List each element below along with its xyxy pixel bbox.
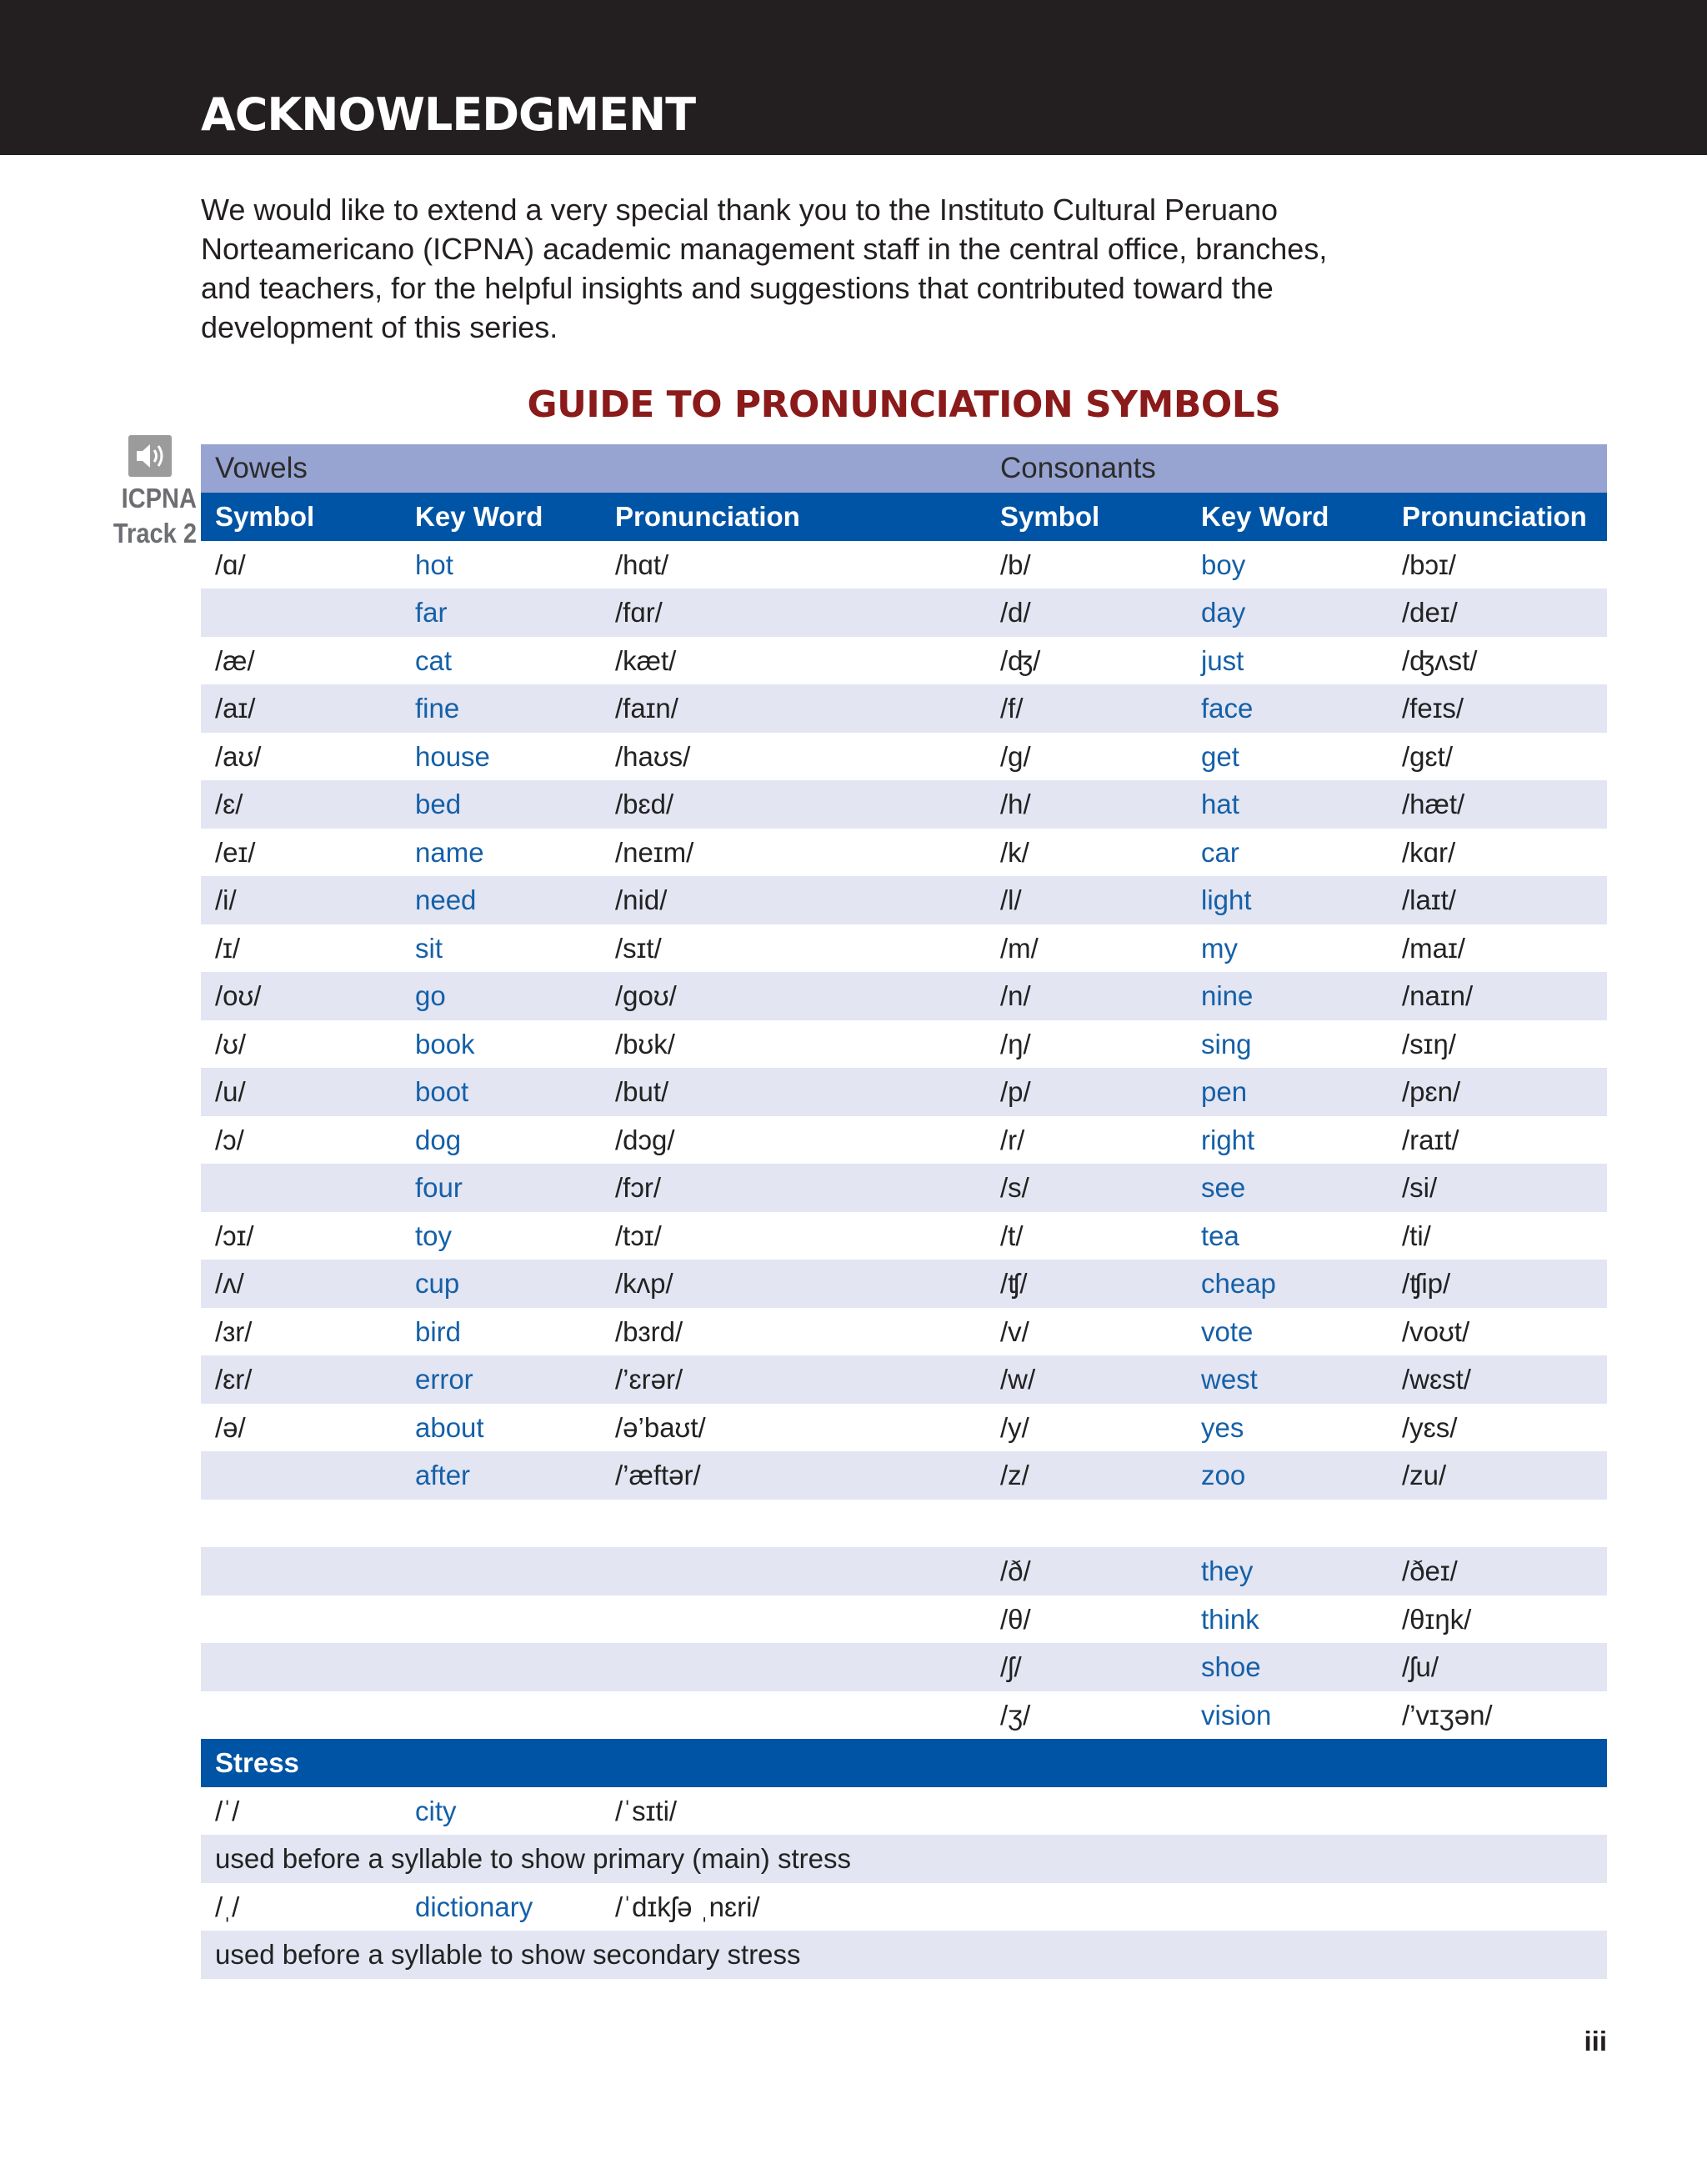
- vowel-pronunciation: /fɑr/: [615, 597, 663, 628]
- consonant-key-word: west: [1201, 1364, 1258, 1395]
- consonant-symbol: /h/: [1000, 789, 1031, 819]
- column-header: Symbol: [215, 501, 315, 532]
- table-row: [201, 1260, 1607, 1308]
- vowel-key-word: sit: [415, 932, 443, 964]
- consonant-symbol: /z/: [1000, 1460, 1029, 1490]
- consonant-symbol: /ʃ/: [1000, 1651, 1022, 1682]
- consonant-pronunciation: /raɪt/: [1402, 1124, 1459, 1155]
- vowel-key-word: hot: [415, 549, 453, 580]
- vowel-key-word: error: [415, 1364, 473, 1395]
- table-row: [201, 1595, 1607, 1644]
- table-row: [201, 1404, 1607, 1452]
- group-header-row: [201, 444, 1607, 493]
- page-number: iii: [1584, 2026, 1607, 2056]
- acknowledgment-line: development of this series.: [201, 310, 558, 344]
- consonant-key-word: hat: [1201, 789, 1239, 819]
- vowel-pronunciation: /’ɛrər/: [615, 1364, 683, 1395]
- vowel-pronunciation: /faɪn/: [615, 693, 678, 724]
- vowel-pronunciation: /bʊk/: [615, 1028, 675, 1059]
- stress-primary-row: [201, 1787, 1607, 1836]
- vowel-pronunciation: /neɪm/: [615, 836, 694, 868]
- column-header: Pronunciation: [615, 501, 800, 532]
- vowel-key-word: four: [415, 1172, 463, 1203]
- consonant-pronunciation: /naɪn/: [1402, 980, 1474, 1011]
- vowel-symbol: /æ/: [215, 644, 255, 676]
- vowel-key-word: book: [415, 1028, 475, 1059]
- consonant-pronunciation: /zu/: [1402, 1460, 1447, 1490]
- vowel-symbol: /oʊ/: [215, 980, 262, 1011]
- consonant-key-word: pen: [1201, 1076, 1248, 1107]
- table-row: [201, 924, 1607, 973]
- consonant-pronunciation: /wɛst/: [1402, 1364, 1471, 1395]
- vowel-pronunciation: /bɜrd/: [615, 1315, 683, 1347]
- consonant-pronunciation: /si/: [1402, 1172, 1438, 1203]
- vowel-key-word: far: [415, 597, 448, 628]
- consonant-pronunciation: /yɛs/: [1402, 1411, 1458, 1443]
- consonant-symbol: /w/: [1000, 1364, 1036, 1395]
- consonant-key-word: right: [1201, 1124, 1255, 1155]
- table-row: [201, 829, 1607, 877]
- column-header: Key Word: [415, 501, 543, 532]
- vowel-symbol: /ɔɪ/: [215, 1220, 254, 1251]
- vowel-symbol: /ɪ/: [215, 932, 241, 964]
- stress-note: used before a syllable to show primary (main) stress: [215, 1843, 851, 1874]
- consonant-pronunciation: /ʃu/: [1402, 1651, 1439, 1682]
- vowel-key-word: cat: [415, 644, 453, 676]
- stress-heading: Stress: [215, 1747, 299, 1778]
- consonant-key-word: shoe: [1201, 1651, 1261, 1682]
- stress-note: used before a syllable to show secondary stress: [215, 1939, 801, 1970]
- consonant-pronunciation: /laɪt/: [1402, 884, 1456, 915]
- consonant-pronunciation: /sɪŋ/: [1402, 1028, 1456, 1059]
- consonant-key-word: car: [1201, 836, 1239, 868]
- consonant-symbol: /ŋ/: [1000, 1028, 1031, 1059]
- consonant-key-word: nine: [1201, 980, 1254, 1011]
- consonant-key-word: see: [1201, 1172, 1246, 1203]
- consonant-pronunciation: /maɪ/: [1402, 932, 1465, 964]
- table-row: [201, 1068, 1607, 1116]
- consonant-symbol: /b/: [1000, 549, 1031, 580]
- vowel-key-word: go: [415, 980, 446, 1011]
- consonant-symbol: /s/: [1000, 1172, 1029, 1203]
- stress-primary-note-row: [201, 1835, 1607, 1883]
- table-row: [201, 1451, 1607, 1500]
- vowel-symbol: /ə/: [215, 1411, 246, 1443]
- vowel-key-word: after: [415, 1460, 471, 1490]
- vowel-pronunciation: /fɔr/: [615, 1172, 661, 1203]
- consonant-key-word: vision: [1201, 1699, 1272, 1731]
- consonant-pronunciation: /voʊt/: [1402, 1315, 1470, 1347]
- consonant-key-word: think: [1201, 1603, 1259, 1635]
- vowel-symbol: /ɛr/: [215, 1364, 253, 1395]
- acknowledgment-line: Norteamericano (ICPNA) academic management staff in the central office, branches,: [201, 232, 1328, 266]
- column-header: Symbol: [1000, 501, 1100, 532]
- consonant-key-word: zoo: [1201, 1460, 1246, 1490]
- consonant-pronunciation: /gɛt/: [1402, 740, 1453, 772]
- consonant-pronunciation: /’vɪʒən/: [1402, 1699, 1493, 1731]
- table-row: [201, 637, 1607, 685]
- vowel-symbol: /ɜr/: [215, 1315, 253, 1347]
- consonant-symbol: /l/: [1000, 884, 1022, 915]
- table-row: [201, 1164, 1607, 1212]
- consonant-pronunciation: /bɔɪ/: [1402, 549, 1456, 580]
- table-row: [201, 1308, 1607, 1356]
- page-title: ACKNOWLEDGMENT: [201, 88, 696, 141]
- consonant-symbol: /n/: [1000, 980, 1031, 1011]
- vowel-pronunciation: /kʌp/: [615, 1268, 673, 1299]
- vowel-pronunciation: /’æftər/: [615, 1460, 701, 1490]
- table-row: [201, 1500, 1607, 1548]
- table-row: [201, 1116, 1607, 1165]
- table-row: [201, 1643, 1607, 1691]
- track-label-line2: Track 2: [113, 518, 197, 549]
- consonant-symbol: /ʤ/: [1000, 644, 1041, 676]
- consonant-symbol: /θ/: [1000, 1603, 1031, 1635]
- speaker-icon[interactable]: [128, 435, 172, 477]
- vowel-pronunciation: /goʊ/: [615, 980, 677, 1011]
- consonant-symbol: /g/: [1000, 740, 1031, 772]
- consonant-key-word: face: [1201, 693, 1254, 724]
- column-header: Key Word: [1201, 501, 1329, 532]
- table-row: [201, 1020, 1607, 1069]
- guide-title: GUIDE TO PRONUNCIATION SYMBOLS: [527, 383, 1281, 426]
- vowel-symbol: /ɑ/: [215, 549, 246, 580]
- consonant-key-word: get: [1201, 740, 1239, 772]
- table-row: [201, 876, 1607, 924]
- stress-key-word: city: [415, 1795, 457, 1826]
- table-row: [201, 1355, 1607, 1404]
- vowel-pronunciation: /hɑt/: [615, 549, 669, 580]
- table-row: [201, 589, 1607, 637]
- audio-track-label: [98, 435, 197, 551]
- vowel-pronunciation: /tɔɪ/: [615, 1220, 662, 1251]
- vowel-symbol: /aɪ/: [215, 693, 256, 724]
- consonant-symbol: /p/: [1000, 1076, 1031, 1107]
- table-row: [201, 541, 1607, 589]
- vowel-symbol: /ʊ/: [215, 1028, 247, 1059]
- column-header: Pronunciation: [1402, 501, 1587, 532]
- consonant-symbol: /r/: [1000, 1124, 1025, 1155]
- consonant-pronunciation: /kɑr/: [1402, 836, 1456, 868]
- table-row: [201, 972, 1607, 1020]
- track-label-line1: ICPNA: [121, 483, 197, 513]
- vowel-key-word: need: [415, 884, 477, 915]
- vowel-key-word: fine: [415, 693, 460, 724]
- symbol-rows: [201, 541, 1607, 1740]
- table-row: [201, 733, 1607, 781]
- column-header-row: [201, 493, 1607, 541]
- vowel-pronunciation: /haʊs/: [615, 740, 691, 772]
- acknowledgment-paragraph: [201, 190, 1351, 347]
- vowel-symbol: /aʊ/: [215, 740, 262, 772]
- vowel-pronunciation: /dɔg/: [615, 1124, 675, 1155]
- vowel-symbol: /u/: [215, 1076, 246, 1107]
- consonant-key-word: cheap: [1201, 1268, 1276, 1299]
- vowel-symbol: /ɛ/: [215, 789, 243, 819]
- stress-pronunciation: /ˈsɪti/: [615, 1795, 678, 1826]
- consonant-symbol: /t/: [1000, 1220, 1024, 1251]
- consonant-symbol: /d/: [1000, 597, 1031, 628]
- consonant-pronunciation: /ti/: [1402, 1220, 1431, 1251]
- consonant-symbol: /y/: [1000, 1411, 1029, 1443]
- consonant-symbol: /ʧ/: [1000, 1268, 1028, 1299]
- vowel-pronunciation: /sɪt/: [615, 932, 662, 964]
- consonant-pronunciation: /ʧip/: [1402, 1268, 1451, 1299]
- vowel-pronunciation: /bɛd/: [615, 789, 674, 819]
- consonant-pronunciation: /θɪŋk/: [1402, 1603, 1472, 1635]
- consonant-key-word: my: [1201, 932, 1238, 964]
- vowel-key-word: bed: [415, 789, 462, 819]
- vowel-pronunciation: /but/: [615, 1076, 669, 1107]
- consonant-symbol: /v/: [1000, 1315, 1029, 1347]
- vowel-key-word: name: [415, 836, 484, 868]
- vowel-pronunciation: /nid/: [615, 884, 668, 915]
- vowels-group-label: Vowels: [215, 452, 308, 484]
- stress-key-word: dictionary: [415, 1891, 533, 1922]
- vowel-key-word: house: [415, 740, 490, 772]
- table-row: [201, 1691, 1607, 1740]
- consonant-pronunciation: /ðeɪ/: [1402, 1555, 1458, 1586]
- consonant-pronunciation: /deɪ/: [1402, 597, 1458, 628]
- table-row: [201, 1212, 1607, 1260]
- consonant-key-word: day: [1201, 597, 1246, 628]
- consonant-key-word: vote: [1201, 1315, 1254, 1347]
- table-row: [201, 684, 1607, 733]
- stress-symbol: /ˈ/: [215, 1795, 240, 1826]
- consonant-pronunciation: /hæt/: [1402, 789, 1465, 819]
- consonant-key-word: yes: [1201, 1411, 1244, 1443]
- table-row: [201, 1547, 1607, 1595]
- vowel-pronunciation: /kæt/: [615, 644, 677, 676]
- consonant-symbol: /ð/: [1000, 1555, 1031, 1586]
- consonants-group-label: Consonants: [1000, 452, 1156, 484]
- consonant-symbol: /ʒ/: [1000, 1699, 1031, 1731]
- stress-pronunciation: /ˈdɪkʃə ˌnɛri/: [615, 1891, 760, 1922]
- vowel-key-word: bird: [415, 1315, 462, 1347]
- vowel-symbol: /eɪ/: [215, 836, 256, 868]
- consonant-symbol: /m/: [1000, 932, 1039, 964]
- stress-symbol: /ˌ/: [215, 1891, 240, 1922]
- acknowledgment-line: We would like to extend a very special thank you to the Instituto Cultural Peruano: [201, 193, 1279, 227]
- pronunciation-table: [201, 444, 1607, 1979]
- acknowledgment-line: and teachers, for the helpful insights and suggestions that contributed toward the: [201, 271, 1274, 305]
- consonant-key-word: tea: [1201, 1220, 1239, 1251]
- vowel-key-word: cup: [415, 1268, 460, 1299]
- consonant-pronunciation: /feɪs/: [1402, 693, 1464, 724]
- stress-secondary-row: [201, 1883, 1607, 1931]
- consonant-pronunciation: /ʤʌst/: [1402, 644, 1478, 676]
- vowel-symbol: /ʌ/: [215, 1268, 244, 1299]
- consonant-symbol: /k/: [1000, 836, 1029, 868]
- vowel-key-word: toy: [415, 1220, 453, 1251]
- vowel-key-word: about: [415, 1411, 484, 1443]
- table-row: [201, 780, 1607, 829]
- consonant-pronunciation: /pɛn/: [1402, 1076, 1461, 1107]
- vowel-key-word: boot: [415, 1076, 469, 1107]
- stress-header-row: [201, 1739, 1607, 1787]
- consonant-key-word: light: [1201, 884, 1252, 915]
- consonant-key-word: boy: [1201, 549, 1246, 580]
- vowel-symbol: /ɔ/: [215, 1124, 244, 1155]
- consonant-symbol: /f/: [1000, 693, 1024, 724]
- consonant-key-word: sing: [1201, 1028, 1252, 1059]
- stress-secondary-note-row: [201, 1931, 1607, 1979]
- vowel-pronunciation: /ə’baʊt/: [615, 1411, 706, 1443]
- vowel-symbol: /i/: [215, 884, 237, 915]
- vowel-key-word: dog: [415, 1124, 462, 1155]
- consonant-key-word: just: [1201, 644, 1244, 676]
- consonant-key-word: they: [1201, 1555, 1254, 1586]
